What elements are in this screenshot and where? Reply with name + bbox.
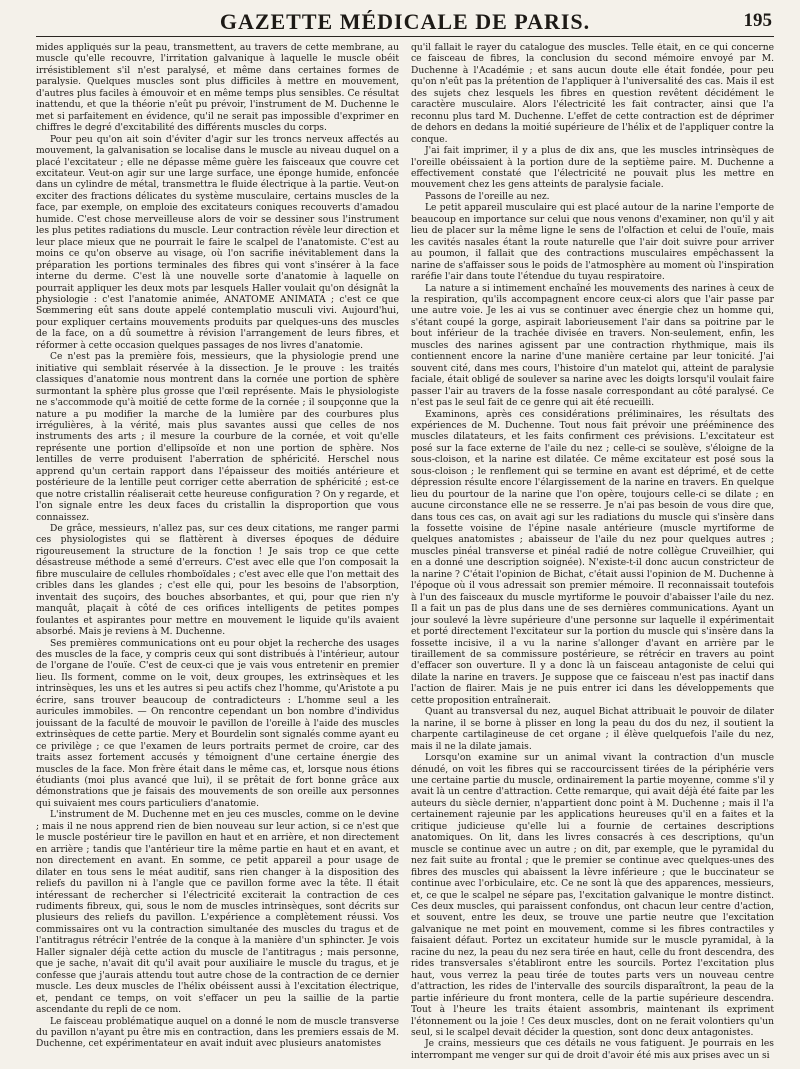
paragraph: Quant au transversal du nez, auquel Bichat attribuait le pouvoir de dilater la narine, il se borne à plisser en long la peau du dos du nez, il soutient la charpente cartilagineuse de cet organe ; il élève quelquefois l'aile du nez, mais il ne la dilate jamais. <box>411 707 774 752</box>
page-number: 195 <box>743 10 772 31</box>
paragraph: La nature a si intimement enchaîné les mouvements des narines à ceux de la respiration, qu'ils accompagnent encore ceux-ci alors que l'air passe par une autre voie. Je les ai vus se continuer avec énergie chez un homme qui, s'étant coupé la gorge, aspirait laborieusement l'air dans sa poitrine par le bout inférieur de la trachée divisée en travers. Non-seulement, enfin, les muscles des narines agissent par une contraction rhythmique, mais ils contiennent encore la narine d'une manière certaine par leur tonicité. J'ai souvent cité, dans mes cours, l'histoire d'un matelot qui, atteint de paralysie faciale, était obligé de soulever sa narine avec les doigts lorsqu'il voulait faire passer l'air au travers de la fosse nasale correspondant au côté paralysé. Ce n'est pas le seul fait de ce genre qui ait été recueilli. <box>411 283 774 409</box>
paragraph: Ses premières communications ont eu pour objet la recherche des usages des muscles de la face, y compris ceux qui sont distribués à l'intérieur, autour de l'organe de l'ouïe. C'est de ceux-ci que je vais vous entretenir en premier lieu. Ils forment, comme on le voit, deux groupes, les extrinsèques et les intrinsèques, les uns et les autres si peu actifs chez l'homme, qu'Aristote a pu écrire, sans trouver beaucoup de contradicteurs : L'homme seul a les auricules immobiles. — On rencontre cependant un bon nombre d'individus jouissant de la faculté de mouvoir le pavillon de l'oreille à l'aide des muscles extrinsèques de cette partie. Mery et Bourdelin sont signalés comme ayant eu ce privilège ; ce que l'examen de leurs portraits permet de croire, car des traits assez fortement accusés y témoignent d'une certaine énergie des muscles de la face. Mon frère était dans le même cas, et, lorsque nous étions étudiants (moi plus avancé que lui), il se prêtait de fort bonne grâce aux démonstrations que je faisais des mouvements de son oreille aux personnes qui suivaient mes cours particuliers d'anatomie. <box>36 638 399 809</box>
paragraph: Lorsqu'on examine sur un animal vivant la contraction d'un muscle dénudé, on voit les fibres qui se raccourcissent tirées de la périphérie vers une certaine partie du muscle, ordinairement la partie moyenne, comme s'il y avait là un centre d'attraction. Cette remarque, qui avait déjà été faite par les auteurs du siècle dernier, n'appartient donc point à M. Duchenne ; mais il l'a certainement rajeunie par les applications heureuses qu'il en a faites et la critique judicieuse qu'elle lui a fournie de certaines descriptions anatomiques. On lit, dans les livres consacrés à ces descriptions, qu'un muscle se continue avec un autre ; on dit, par exemple, que le pyramidal du nez fait suite au frontal ; que le premier se continue avec quelques-unes des fibres des muscles qui abaissent la lèvre inférieure ; que le buccinateur se continue avec l'orbiculaire, etc. Ce ne sont là que des apparences, messieurs, et, ce que le scalpel ne sépare pas, l'excitation galvanique le montre distinct. Ces deux muscles, qui paraissent confondus, ont chacun leur centre d'action, et souvent, entre les deux, se trouve une partie neutre que l'excitation galvanique ne met point en mouvement, comme si les fibres contractiles y faisaient défaut. Portez un excitateur humide sur le muscle pyramidal, à la racine du nez, la peau du nez sera tirée en haut, celle du front descendra, des rides transversales s'établiront entre les sourcils. Portez l'excitation plus haut, vous verrez la peau tirée de toutes parts vers un nouveau centre d'attraction, les rides de l'intervalle des sourcils disparaîtront, la peau de la partie inférieure du front montera, celle de la partie supérieure descendra. Tout à l'heure les traits étaient assombris, maintenant ils expriment l'étonnement ou la joie ! Ces deux muscles, dont on ne ferait volontiers qu'un seul, si le scalpel devait décider la question, sont donc deux antagonistes. <box>411 753 774 1038</box>
paragraph: Le faisceau problématique auquel on a donné le nom de muscle transverse du pavillon n'ayant pu être mis en contraction, dans les premiers essais de M. Duchenne, cet expérimentateur en avait induit avec plusieurs anatomistes <box>36 1016 399 1050</box>
paragraph: J'ai fait imprimer, il y a plus de dix ans, que les muscles intrinsèques de l'oreille obéissaient à la portion dure de la septième paire. M. Duchenne a effectivement constaté que l'électricité ne pouvait plus les mettre en mouvement chez les gens atteints de paralysie faciale. <box>411 146 774 191</box>
paragraph: Pour peu qu'on ait soin d'éviter d'agir sur les troncs nerveux affectés au mouvement, la galvanisation se localise dans le muscle au niveau duquel on a placé l'excitateur ; elle ne dépasse même guère les faisceaux que couvre cet excitateur. Veut-on agir sur une large surface, une éponge humide, enfoncée dans un cylindre de métal, transmettra le fluide électrique à la partie. Veut-on exciter des fractions délicates du système musculaire, certains muscles de la face, par exemple, on emploie des excitateurs coniques recouverts d'amadou humide. C'est chose merveilleuse alors de voir se dessiner sous l'instrument les plus petites radiations du muscle. Leur contraction révèle leur direction et leur place mieux que ne pourrait le faire le scalpel de l'anatomiste. C'est au moins ce qu'on observe au visage, où l'on sacrifie inévitablement dans la préparation les portions terminales des fibres qui vont s'insérer à la face interne du derme. C'est là une nouvelle sorte d'anatomie à laquelle on pourrait appliquer les deux mots par lesquels Haller voulait qu'on désignât la physiologie : c'est l'anatomie animée, ANATOME ANIMATA ; c'est ce que Sœmmering eût sans doute appelé contemplatio musculi vivi. Aujourd'hui, pour expliquer certains mouvements produits par quelques-uns des muscles de la face, on a dû soumettre à révision l'arrangement de leurs fibres, et réformer à cette occasion quelques passages de nos livres d'anatomie. <box>36 134 399 351</box>
article-columns <box>36 43 774 1061</box>
paragraph: De grâce, messieurs, n'allez pas, sur ces deux citations, me ranger parmi ces physiologistes qui se flattèrent à diverses époques de déduire rigoureusement la structure de la fonction ! Je sais trop ce que cette désastreuse méthode a semé d'erreurs. C'est avec elle que l'on composait la fibre musculaire de cellules rhomboïdales ; c'est avec elle que l'on mettait des cribles dans les glandes ; c'est elle qui, pour les besoins de l'absorption, inventait des suçoirs, des bouches absorbantes, et qui, pour que rien n'y manquât, plaçait à côté de ces orifices intelligents de petites pompes foulantes et aspirantes pour mettre en mouvement le liquide qu'ils avaient absorbé. Mais je reviens à M. Duchenne. <box>36 524 399 638</box>
paragraph: qu'il fallait le rayer du catalogue des muscles. Telle était, en ce qui concerne ce faisceau de fibres, la conclusion du second mémoire envoyé par M. Duchenne à l'Académie ; et sans aucun doute elle était fondée, pour peu qu'on n'eût pas la prétention de l'appliquer à l'universalité des cas. Mais il est des sujets chez lesquels les fibres en question revêtent décidément le caractère musculaire. Alors l'électricité les fait contracter, ainsi que l'a reconnu plus tard M. Duchenne. L'effet de cette contraction est de déprimer de dehors en dedans la moitié supérieure de l'hélix et de l'appliquer contre la conque. <box>411 43 774 145</box>
paragraph: Examinons, après ces considérations préliminaires, les résultats des expériences de M. Duchenne. Tout nous fait prévoir une prééminence des muscles dilatateurs, et les faits confirment ces prévisions. L'excitateur est posé sur la face externe de l'aile du nez ; celle-ci se soulève, s'éloigne de la sous-cloison, et la narine est dilatée. Ce même excitateur est posé sous la sous-cloison ; le renflement qui se termine en avant est déprimé, et de cette dépression résulte encore l'élargissement de la narine en travers. En quelque lieu du pourtour de la narine que l'on opère, toujours celle-ci se dilate ; en aucune circonstance elle ne se resserre. Je n'ai pas besoin de vous dire que, dans tous ces cas, on avait agi sur les radiations du muscle qui s'insère dans la fossette voisine de l'épine nasale antérieure (muscle myrtiforme de quelques anatomistes ; abaisseur de l'aile du nez pour quelques autres ; muscles pinéal transverse et pinéal radié de notre collègue Cruveilhier, qui en a donné une description soignée). N'existe-t-il donc aucun constricteur de la narine ? C'était l'opinion de Bichat, c'était aussi l'opinion de M. Duchenne à l'époque où il vous adressait son premier mémoire. Il reconnaissait toutefois à l'un des faisceaux du muscle myrtiforme le pouvoir d'abaisser l'aile du nez. Il a fait un pas de plus dans une de ses dernières communications. Ayant un jour soulevé la lèvre supérieure d'une personne sur laquelle il expérimentait et porté directement l'excitateur sur la portion du muscle qui s'insère dans la fossette incisive, il a vu la narine s'allonger d'avant en arrière par le tiraillement de sa commissure postérieure, se rétrécir en travers au point d'effacer son ouverture. Il y a donc là un faisceau antagoniste de celui qui dilate la narine en travers. Je suppose que ce faisceau n'est pas inactif dans l'action de flairer. Mais je ne puis entrer ici dans les développements que cette proposition entraînerait. <box>411 409 774 706</box>
paragraph: Je crains, messieurs que ces détails ne vous fatiguent. Je pourrais en les interrompant me venger sur qui de droit d'avoir été mis aux prises avec un si <box>411 1039 774 1061</box>
paragraph: L'instrument de M. Duchenne met en jeu ces muscles, comme on le devine ; mais il ne nous apprend rien de bien nouveau sur leur action, si ce n'est que le muscle postérieur tire le pavillon en haut et en arrière, et non directement en arrière ; tandis que l'antérieur tire la même partie en haut et en avant, et non directement en avant. En somme, ce petit appareil a pour usage de dilater en tous sens le méat auditif, sans rien changer à la disposition des reliefs du pavillon ni à l'angle que ce pavillon forme avec la tête. Il était intéressant de rechercher si l'électricité exciterait la contraction de ces rudiments fibreux, qui, sous le nom de muscles intrinsèques, sont décrits sur plusieurs des reliefs du pavillon. L'expérience a complètement réussi. Vos commissaires ont vu la contraction simultanée des muscles du tragus et de l'antitragus rétrécir l'entrée de la conque à la manière d'un sphincter. Je vois Haller signaler déjà cette action du muscle de l'antitragus ; mais personne, que je sache, n'avait dit qu'il avait pour auxiliaire le muscle du tragus, et je confesse que j'aurais attendu tout autre chose de la contraction de ce dernier muscle. Les deux muscles de l'hélix obéissent aussi à l'excitation électrique, et, pendant ce temps, on voit s'effacer un peu la saillie de la partie ascendante du repli de ce nom. <box>36 810 399 1016</box>
left-column <box>36 43 399 1061</box>
paragraph: Le petit appareil musculaire qui est placé autour de la narine l'emporte de beaucoup en importance sur celui que nous venons d'examiner, non qu'il y ait lieu de placer sur la même ligne le sens de l'olfaction et celui de l'ouïe, mais les cavités nasales étant la route naturelle que l'air doit suivre pour arriver au poumon, il fallait que des contractions musculaires empêchassent la narine de s'affaisser sous le poids de l'atmosphère au moment où l'inspiration raréfie l'air dans toute l'étendue du tuyau respiratoire. <box>411 203 774 283</box>
paragraph: Passons de l'oreille au nez. <box>425 191 550 202</box>
journal-title: GAZETTE MÉDICALE DE PARIS. <box>219 9 591 34</box>
right-column <box>411 43 774 1061</box>
paragraph: mides appliqués sur la peau, transmettent, au travers de cette membrane, au muscle qu'elle recouvre, l'irritation galvanique à laquelle le muscle obéit irrésistiblement s'il n'est paralysé, et même dans certaines formes de paralysie. Quelques muscles sont plus difficiles à mettre en mouvement, d'autres plus faciles à émouvoir et en même temps plus sensibles. Ce résultat inattendu, et que la théorie n'eût pu prévoir, l'instrument de M. Duchenne le met si parfaitement en évidence, qu'il ne serait pas impossible d'exprimer en chiffres le degré d'excitabilité des différents muscles du corps. <box>36 43 399 134</box>
paragraph: Ce n'est pas la première fois, messieurs, que la physiologie prend une initiative qui semblait réservée à la dissection. Je le prouve : les traités classiques d'anatomie nous montrent dans la cornée une portion de sphère surmontant la sphère plus grosse que l'œil représente. Mais le physiologiste ne s'accommode qu'à moitié de cette forme de la cornée ; il soupçonne que la nature a pu modifier la marche de la lumière par des courbures plus irrégulières, à la vérité, mais plus savantes aussi que celles de nos instruments des arts ; il mesure la courbure de la cornée, et voit qu'elle représente une portion d'ellipsoïde et non une portion de sphère. Nos lentilles de verre produisent l'aberration de sphéricité. Herschel nous apprend qu'un certain rapport dans l'épaisseur des moitiés antérieure et postérieure de la lentille peut corriger cette aberration de sphéricité ; est-ce que notre cristallin réaliserait cette heureuse configuration ? On y regarde, et l'on signale entre les deux faces du cristallin la disproportion que vous connaissez. <box>36 352 399 523</box>
page-header <box>36 8 774 37</box>
